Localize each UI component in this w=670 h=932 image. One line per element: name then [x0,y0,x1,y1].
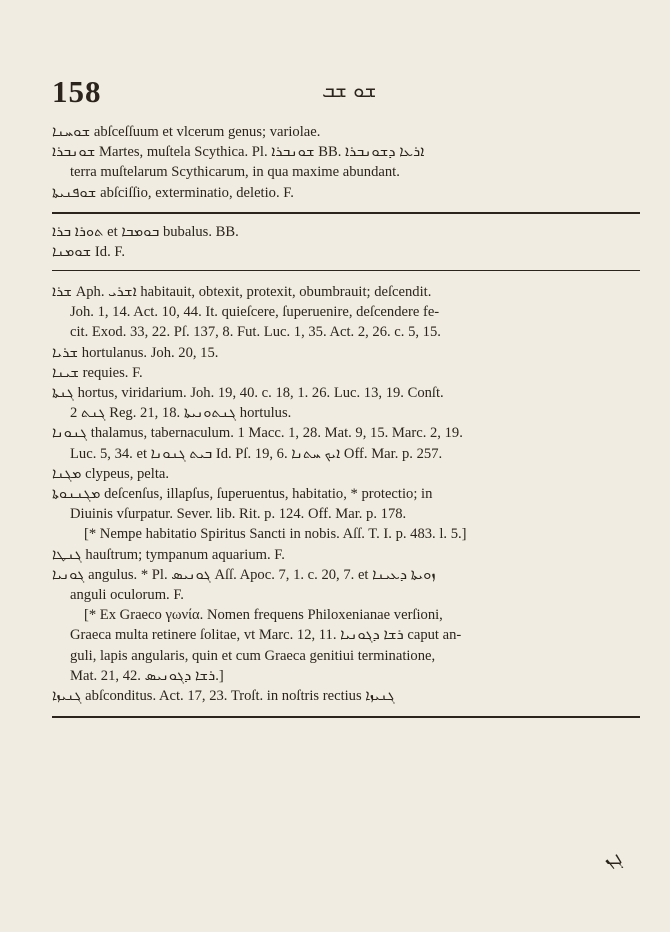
entry-line: Luc. 5, 34. et ܒܝܬ ܓܢܘܢܐ Id. Pſ. 19, 6. ܐܝܟ ܚܬܢܐ Off. Mar. p. 257. [70,445,443,462]
entry-line: ܫܘܢܒܪܐ Martes, muſtela Scythica. Pl. ܫܘܢܒܪܐ BB. ܐܪܥܐ ܕܫܘܢܒܪܐ [52,144,425,161]
entry-line: ܬܘܪܐ ܒܪܐ et ܒܘܡܒܐ bubalus. BB. [52,224,239,240]
entry-line: ܫܪܝܐ hortulanus. Joh. 20, 15. [52,344,219,361]
section-rule [52,270,640,271]
entries-block-3 [52,282,637,706]
footnote-line: guli, lapis angularis, quin et cum Graeca genitiui terminatione, [70,647,436,664]
entry-line: ܫܘܡܢܐ Id. F. [52,244,125,261]
entry-line: ܫܝܢܐ requies. F. [52,364,143,381]
catchword: ܓܢ [605,848,624,869]
entry-line: Joh. 1, 14. Act. 10, 44. It. quieſcere, ſuperuenire, deſcendere fe- [70,304,440,321]
entry-line: terra muſtelarum Scythicarum, in qua maxime abundant. [70,164,400,181]
entry-line: anguli oculorum. F. [70,587,184,604]
entry-line: ܫܘܦܢܝܬܐ abſciſſio, exterminatio, deletio. F. [52,184,294,201]
entry-line: ܓܢܛܐ hauſtrum; tympanum aquarium. F. [52,546,285,563]
footnote-line: [* Ex Graeco γωνία. Nomen frequens Philoxenianae verſioni, [84,607,443,624]
entry-line: ܓܢܝܙܐ abſconditus. Act. 17, 23. Troſt. in noſtris rectius ܓܢܝܙܐ [52,688,395,705]
entry-line: cit. Exod. 33, 22. Pſ. 137, 8. Fut. Luc. 1, 35. Act. 2, 26. c. 5, 15. [70,324,441,341]
footnote-line: Graeca multa retinere ſolitae, vt Marc. 12, 11. ܪܫܐ ܕܓܘܢܝܐ caput an- [70,627,462,644]
page-header [52,74,622,114]
entry-line: ܓܢܬܐ hortus, viridarium. Joh. 19, 40. c. 18, 1. 26. Luc. 13, 19. Conſt. [52,385,444,402]
entry-line: ܓܘܢܝܐ angulus. * Pl. ܓܘܢܝܣ Aſſ. Apoc. 7, 1. c. 20, 7. et ܙܘܝܬܐ ܕܥܝܢܐ [52,566,436,583]
section-rule [52,212,640,214]
footnote-line: [* Nempe habitatio Spiritus Sancti in nobis. Aſſ. T. I. p. 483. l. 5.] [84,526,467,543]
entries-block-1 [52,122,637,203]
footnote-line: Mat. 21, 42. ܪܫܐ ܕܓܘܢܝܣ.] [70,667,224,684]
running-head: ܫܘ ܫܒ [322,78,377,102]
entry-line: ܡܓܢܢܘܬܐ deſcenſus, illapſus, ſuperuentus, habitatio, * protectio; in [52,486,433,503]
entries-block-2 [52,222,637,262]
page-number: 158 [52,74,102,109]
bottom-rule [52,716,640,718]
entry-line: ܫܘܚܢܐ abſceſſuum et vlcerum genus; variolae. [52,124,321,140]
entry-line: Diuinis vſurpatur. Sever. lib. Rit. p. 124. Off. Mar. p. 178. [70,506,407,523]
entry-line: ܡܓܢܐ clypeus, pelta. [52,465,170,482]
entry-line: ܓܢܘܢܐ thalamus, tabernaculum. 1 Macc. 1, 28. Mat. 9, 15. Marc. 2, 19. [52,425,463,442]
entry-line: ܓܢܬ 2 Reg. 21, 18. ܓܢܬܘܢܝܬܐ hortulus. [70,405,292,422]
entry-line: ܫܪܐ Aph. ܐܫܪܝ habitauit, obtexit, protexit, obumbrauit; deſcendit. [52,284,432,300]
